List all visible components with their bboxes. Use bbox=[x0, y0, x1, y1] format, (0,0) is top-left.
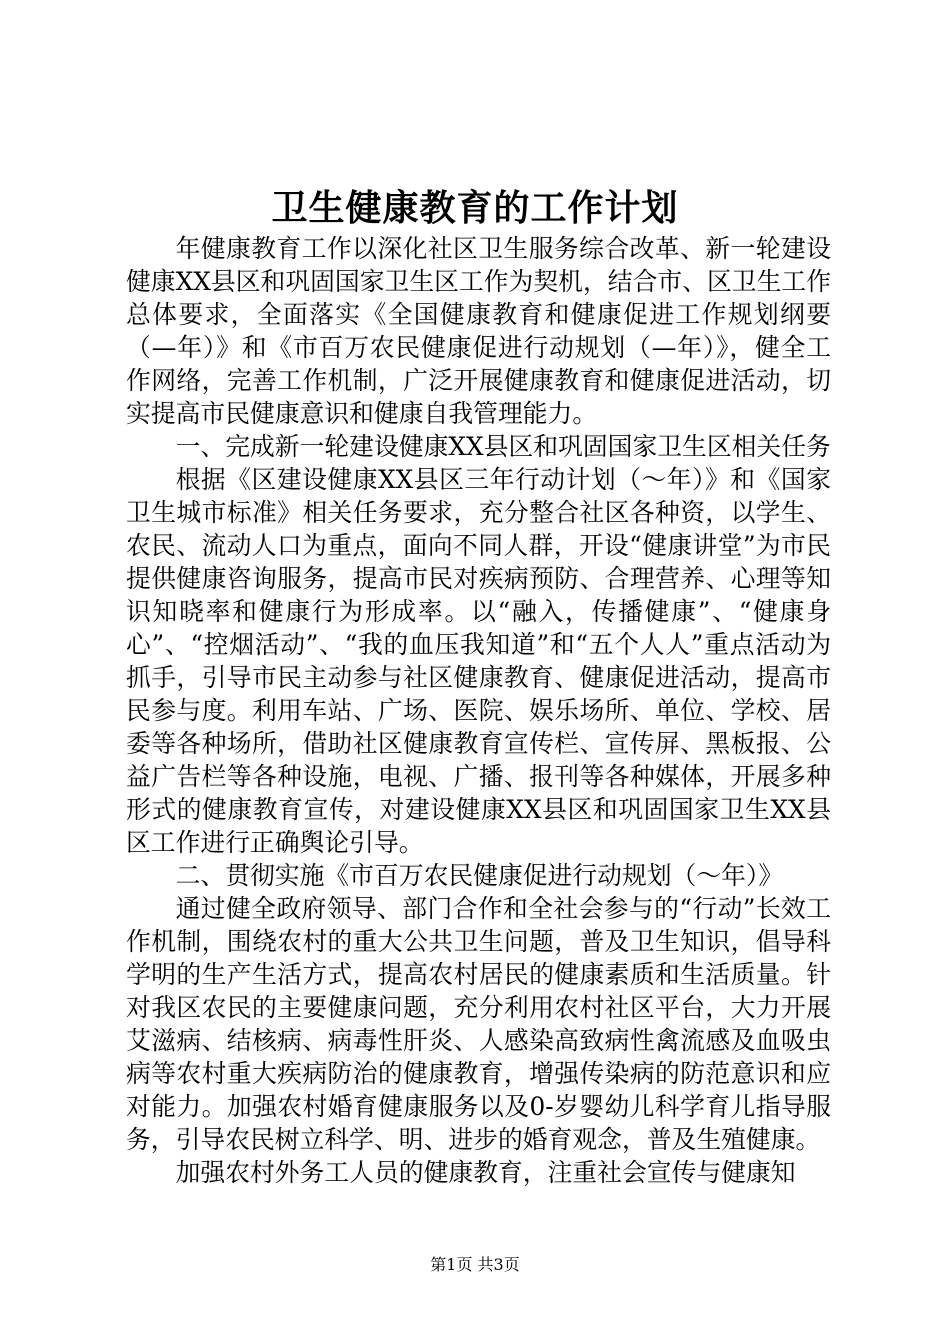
paragraph-migrant-workers: 加强农村外务工人员的健康教育，注重社会宣传与健康知 bbox=[175, 1158, 796, 1187]
paragraph-intro: 年健康教育工作以深化社区卫生服务综合改革、新一轮建设健康XX县区和巩固国家卫生区工作为契机，结合市、区卫生工作总体要求，全面落实《全国健康教育和健康促进工作规划纲要（—年）》和《市百万农民健康促进行动规划（—年）》，健全工作网络，完善工作机制，广泛开展健康教育和健康促进活动，切实提高市民健康意识和健康自我管理能力。 bbox=[126, 234, 831, 428]
page-number-footer: 第1页 共3页 bbox=[430, 1255, 520, 1274]
paragraph-section-2: 通过健全政府领导、部门合作和全社会参与的“行动”长效工作机制，围绕农村的重大公共卫生问题，普及卫生知识，倡导科学明的生产生活方式，提高农村居民的健康素质和生活质量。针对我区农民的主要健康问题，充分利用农村社区平台，大力开展艾滋病、结核病、病毒性肝炎、人感染高致病性禽流感及血吸虫病等农村重大疾病防治的健康教育，增强传染病的防范意识和应对能力。加强农村婚育健康服务以及0-岁婴幼儿科学育儿指导服务，引导农民树立科学、明、进步的婚育观念，普及生殖健康。 bbox=[126, 894, 831, 1154]
paragraph-section-1: 根据《区建设健康XX县区三年行动计划（～年）》和《国家卫生城市标准》相关任务要求，充分整合社区各种资，以学生、农民、流动人口为重点，面向不同人群，开设“健康讲堂”为市民提供健康咨询服务，提高市民对疾病预防、合理营养、心理等知识知晓率和健康行为形成率。以“融入，传播健康”、“健康身心”、“控烟活动”、“我的血压我知道”和“五个人人”重点活动为抓手，引导市民主动参与社区健康教育、健康促进活动，提高市民参与度。利用车站、广场、医院、娱乐场所、单位、学校、居委等各种场所，借助社区健康教育宣传栏、宣传屏、黑板报、公益广告栏等各种设施，电视、广播、报刊等各种媒体，开展多种形式的健康教育宣传，对建设健康XX县区和巩固国家卫生XX县区工作进行正确舆论引导。 bbox=[126, 465, 831, 857]
section-heading-2: 二、贯彻实施《市百万农民健康促进行动规划（～年）》 bbox=[175, 861, 784, 890]
document-body bbox=[126, 232, 831, 1189]
section-heading-1: 一、完成新一轮建设健康XX县区和巩固国家卫生区相关任务 bbox=[175, 432, 831, 461]
document-title: 卫生健康教育的工作计划 bbox=[271, 187, 679, 229]
